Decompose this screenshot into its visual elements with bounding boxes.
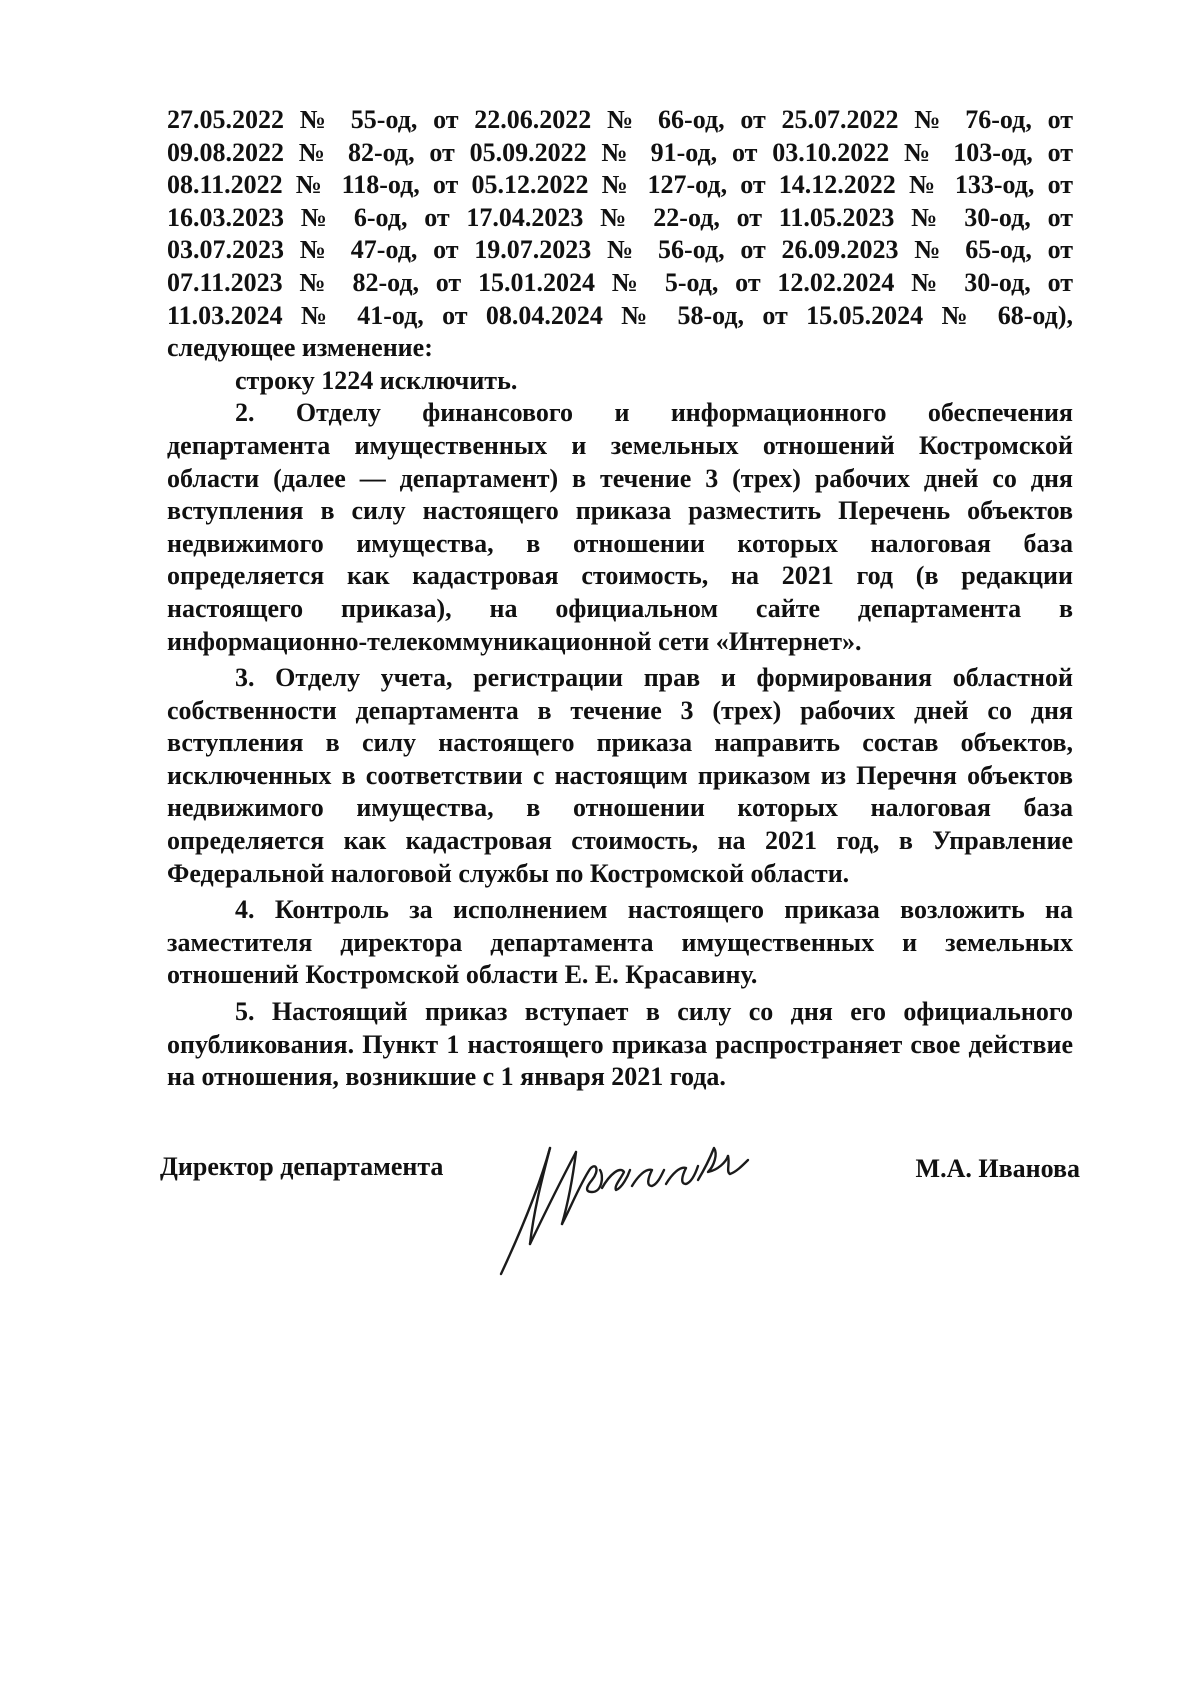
text-line: 27.05.2022 № 55-од, от 22.06.2022 № 66-од, от 25.07.2022 № 76-од, от [167, 105, 1073, 134]
document-body [167, 104, 1073, 1094]
text-line: недвижимого имущества, в отношении которых налоговая база [167, 793, 1073, 823]
paragraph-2-start: 2. Отделу финансового и информационного обеспечения [235, 398, 1073, 428]
text-line: недвижимого имущества, в отношении которых налоговая база [167, 528, 1073, 558]
text-line: заместителя директора департамента имущественных и земельных [167, 927, 1073, 957]
text-line: департамента имущественных и земельных отношений Костромской [167, 430, 1073, 460]
text-line: вступления в силу настоящего приказа направить состав объектов, [167, 728, 1073, 758]
handwritten-signature [492, 1114, 752, 1284]
text-line: 07.11.2023 № 82-од, от 15.01.2024 № 5-од, от 12.02.2024 № 30-од, от [167, 267, 1073, 297]
text-line: 03.07.2023 № 47-од, от 19.07.2023 № 56-од, от 26.09.2023 № 65-од, от [167, 235, 1073, 265]
text-line: 16.03.2023 № 6-од, от 17.04.2023 № 22-од, от 11.05.2023 № 30-од, от [167, 202, 1073, 232]
text-line: следующее изменение: [167, 333, 433, 363]
signatory-title: Директор департамента [160, 1152, 444, 1181]
text-line: опубликования. Пункт 1 настоящего приказа распространяет свое действие [167, 1029, 1073, 1059]
text-line: информационно-телекоммуникационной сети «Интернет». [167, 626, 862, 656]
text-line: строку 1224 исключить. [235, 365, 518, 395]
paragraph-3-start: 3. Отделу учета, регистрации прав и формирования областной [235, 663, 1073, 693]
text-line: Федеральной налоговой службы по Костромской области. [167, 858, 850, 888]
text-line: исключенных в соответствии с настоящим приказом из Перечня объектов [167, 760, 1073, 790]
text-line: области (далее — департамент) в течение 3 (трех) рабочих дней со дня [167, 463, 1073, 493]
text-line: определяется как кадастровая стоимость, на 2021 год (в редакции [167, 561, 1073, 591]
text-line: 09.08.2022 № 82-од, от 05.09.2022 № 91-од, от 03.10.2022 № 103-од, от [167, 137, 1073, 167]
paragraph-4-start: 4. Контроль за исполнением настоящего приказа возложить на [235, 895, 1073, 925]
text-line: определяется как кадастровая стоимость, на 2021 год, в Управление [167, 826, 1073, 856]
text-line: отношений Костромской области Е. Е. Красавину. [167, 960, 758, 990]
text-line: собственности департамента в течение 3 (трех) рабочих дней со дня [167, 695, 1073, 725]
text-line: на отношения, возникшие с 1 января 2021 года. [167, 1062, 726, 1092]
text-line: 11.03.2024 № 41-од, от 08.04.2024 № 58-од, от 15.05.2024 № 68-од), [167, 300, 1073, 330]
paragraph-5-start: 5. Настоящий приказ вступает в силу со дня его официального [235, 997, 1073, 1027]
text-line: вступления в силу настоящего приказа разместить Перечень объектов [167, 496, 1073, 526]
text-line: настоящего приказа), на официальном сайте департамента в [167, 593, 1073, 623]
signature-block [160, 1140, 1080, 1290]
signatory-name: М.А. Иванова [915, 1154, 1080, 1183]
text-line: 08.11.2022 № 118-од, от 05.12.2022 № 127-од, от 14.12.2022 № 133-од, от [167, 170, 1073, 200]
